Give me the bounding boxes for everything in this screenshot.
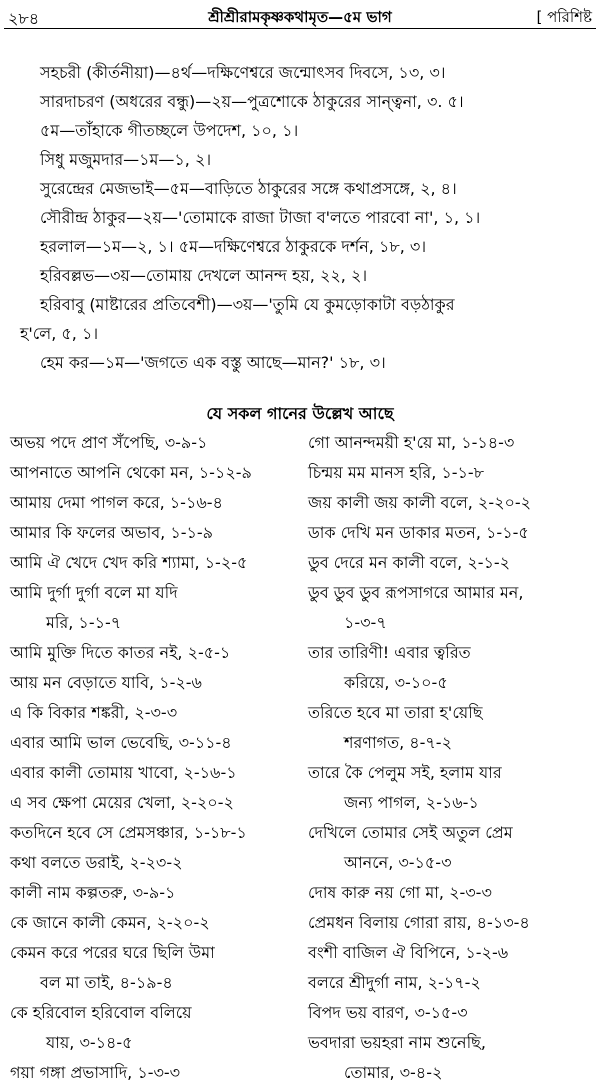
song-entry: আমি দুর্গা দুর্গা বলে মা যদি <box>10 583 178 602</box>
song-entry: তার তারিণী! এবার ত্বরিত <box>308 643 471 662</box>
index-entry: হরিবাবু (মাষ্টারের প্রতিবেশী)—৩য়—'তুমি যে কুমড়োকাটা বড়ঠাকুর <box>40 295 455 314</box>
index-entry: সুরেন্দ্রের মেজভাই—৫ম—বাড়িতে ঠাকুরের সঙ্গে কথাপ্রসঙ্গে, ২, ৪। <box>40 179 457 198</box>
index-entry: ৫ম—তাঁহাকে গীতচ্ছলে উপদেশ, ১০, ১। <box>40 121 299 140</box>
songs-right-column <box>308 428 598 1088</box>
index-entry: সহচরী (কীর্তনীয়া)—৪র্থ—দক্ষিণেশ্বরে জন্মোৎসব দিবসে, ১৩, ৩। <box>40 63 446 82</box>
song-entry: ডুব দেরে মন কালী বলে, ২-১-২ <box>308 553 511 572</box>
songs-left-column <box>10 428 298 1088</box>
song-entry-continuation: করিয়ে, ৩-১০-৫ <box>344 673 448 692</box>
song-entry: ভবদারা ভয়হরা নাম শুনেছি, <box>308 1033 486 1052</box>
song-entry: দোষ কারু নয় গো মা, ২-৩-৩ <box>308 883 492 902</box>
song-entry-continuation: আননে, ৩-১৫-৩ <box>344 853 452 872</box>
index-entry: সিধু মজুমদার—১ম—১, ২। <box>40 150 212 169</box>
page-number: ২৮৪ <box>8 9 40 28</box>
song-entry: কালী নাম কল্পতরু, ৩-৯-১ <box>10 883 176 902</box>
running-title: শ্রীশ্রীরামকৃষ্ণকথামৃত—৫ম ভাগ <box>208 8 392 26</box>
song-entry-continuation: মরি, ১-১-৭ <box>46 613 122 632</box>
song-entry-continuation: যায়, ৩-১৪-৫ <box>46 1033 133 1052</box>
song-entry: বিপদ ভয় বারণ, ৩-১৫-৩ <box>308 1003 468 1022</box>
song-entry-continuation: বল মা তাই, ৪-১৯-৪ <box>40 973 173 992</box>
song-entry: বংশী বাজিল ঐ বিপিনে, ১-২-৬ <box>308 943 509 962</box>
song-entry: আপনাতে আপনি থেকো মন, ১-১২-৯ <box>10 463 252 482</box>
song-entry: কেমন করে পরের ঘরে ছিলি উমা <box>10 943 215 962</box>
song-entry: কতদিনে হবে সে প্রেমসঞ্চার, ১-১৮-১ <box>10 823 247 842</box>
song-entry: এবার আমি ভাল ভেবেছি, ৩-১১-৪ <box>10 733 232 752</box>
song-entry: প্রেমধন বিলায় গোরা রায়, ৪-১৩-৪ <box>308 913 530 932</box>
section-label: [ পরিশিষ্ট <box>536 8 592 26</box>
index-entry-continuation: হ'লে, ৫, ১। <box>20 324 99 343</box>
song-entry: আমি মুক্তি দিতে কাতর নই, ২-৫-১ <box>10 643 231 662</box>
header-rule <box>4 28 596 29</box>
song-entry: গো আনন্দময়ী হ'য়ে মা, ১-১৪-৩ <box>308 433 515 452</box>
song-entry: কথা বলতে ডরাই, ২-২৩-২ <box>10 853 183 872</box>
song-entry: এ সব ক্ষেপা মেয়ের খেলা, ২-২০-২ <box>10 793 234 812</box>
song-entry: আয় মন বেড়াতে যাবি, ১-২-৬ <box>10 673 202 692</box>
name-index <box>20 58 592 377</box>
song-entry: ডাক দেখি মন ডাকার মতন, ১-১-৫ <box>308 523 529 542</box>
song-entry: বলরে শ্রীদুর্গা নাম, ২-১৭-২ <box>308 973 481 992</box>
song-entry: আমার কি ফলের অভাব, ১-১-৯ <box>10 523 214 542</box>
song-entry: কে জানে কালী কেমন, ২-২০-২ <box>10 913 210 932</box>
song-entry: ডুব ডুব ডুব রূপসাগরে আমার মন, <box>308 583 524 602</box>
song-entry: কে হরিবোল হরিবোল বলিয়ে <box>10 1003 192 1022</box>
song-entry: অভয় পদে প্রাণ সঁপেছি, ৩-৯-১ <box>10 433 208 452</box>
song-entry: দেখিলে তোমার সেই অতুল প্রেম <box>308 823 513 842</box>
songs-heading: যে সকল গানের উল্লেখ আছে <box>206 404 394 423</box>
song-entry: আমি ঐ খেদে খেদ করি শ্যামা, ১-২-৫ <box>10 553 248 572</box>
index-entry: হেম কর—১ম—'জগতে এক বস্তু আছে—মান?' ১৮, ৩। <box>40 353 386 372</box>
song-entry: জয় কালী জয় কালী বলে, ২-২০-২ <box>308 493 532 512</box>
song-entry: তারে কৈ পেলুম সই, হলাম যার <box>308 763 502 782</box>
song-entry: আমায় দেমা পাগল করে, ১-১৬-৪ <box>10 493 223 512</box>
song-entry: চিন্ময় মম মানস হরি, ১-১-৮ <box>308 463 485 482</box>
index-entry: সৌরীন্দ্র ঠাকুর—২য়—'তোমাকে রাজা টাজা ব'লতে পারবো না', ১, ১। <box>40 208 481 227</box>
song-entry-continuation: ১-৩-৭ <box>344 613 387 632</box>
song-entry: এবার কালী তোমায় খাবো, ২-১৬-১ <box>10 763 237 782</box>
song-entry-continuation: জন্য পাগল, ২-১৬-১ <box>344 793 479 812</box>
song-entry-continuation: তোমার, ৩-৪-২ <box>344 1063 443 1082</box>
song-entry: তরিতে হবে মা তারা হ'য়েছি <box>308 703 483 722</box>
index-entry: সারদাচরণ (অধরের বন্ধু)—২য়—পুত্রশোকে ঠাকুরের সান্ত্বনা, ৩. ৫। <box>40 92 464 111</box>
index-entry: হরিবল্লভ—৩য়—তোমায় দেখলে আনন্দ হয়, ২২, ২। <box>40 266 368 285</box>
song-entry: এ কি বিকার শঙ্করী, ২-৩-৩ <box>10 703 178 722</box>
index-entry: হরলাল—১ম—২, ১। ৫ম—দক্ষিণেশ্বরে ঠাকুরকে দর্শন, ১৮, ৩। <box>40 237 427 256</box>
song-entry-continuation: শরণাগত, ৪-৭-২ <box>344 733 452 752</box>
song-entry: গয়া গঙ্গা প্রভাসাদি, ১-৩-৩ <box>10 1063 181 1082</box>
page-header <box>8 6 592 30</box>
